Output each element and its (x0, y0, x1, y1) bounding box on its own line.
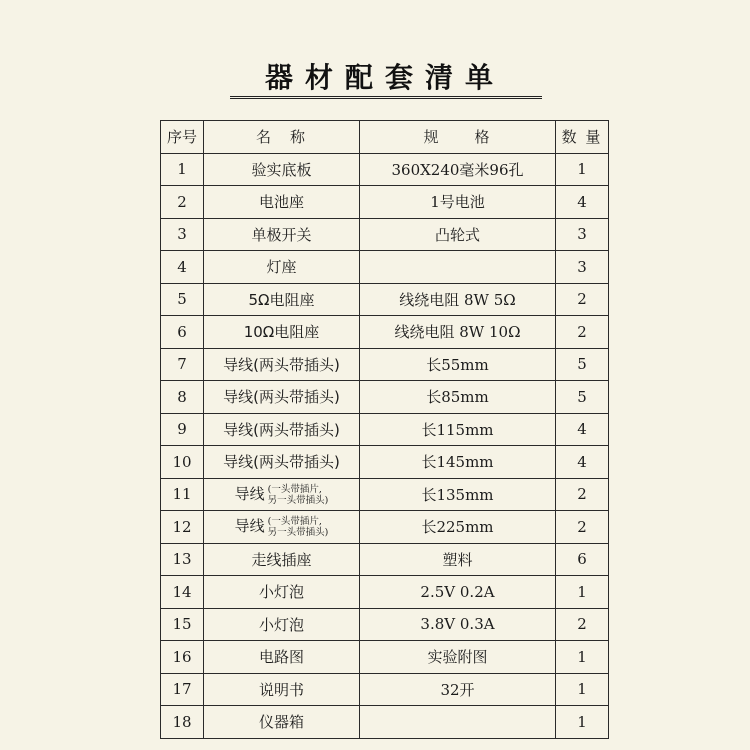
row-spec (360, 251, 556, 284)
row-item-name (204, 153, 360, 186)
table-body (161, 153, 609, 738)
row-item-name (204, 381, 360, 414)
row-spec (360, 706, 556, 739)
row-item-name (204, 706, 360, 739)
document-title: 器材配套清单 (264, 61, 505, 94)
row-spec: 360X240毫米96孔 (360, 153, 556, 186)
row-quantity: 2 (556, 511, 609, 544)
item-name-note (268, 484, 329, 506)
item-note-line: 另一头带插头) (267, 494, 329, 506)
row-item-name (204, 576, 360, 609)
row-number: 14 (161, 576, 204, 609)
row-quantity: 4 (556, 186, 609, 219)
row-item-name (204, 478, 360, 511)
row-number: 4 (161, 251, 204, 284)
item-name-text: 小灯泡 (258, 615, 304, 634)
row-quantity: 1 (556, 706, 609, 739)
table-row (161, 641, 609, 674)
row-number: 17 (161, 673, 204, 706)
row-quantity: 2 (556, 316, 609, 349)
equipment-table (160, 120, 609, 739)
row-spec: 塑料 (360, 543, 556, 576)
row-spec: 线绕电阻 8W 10Ω (360, 316, 556, 349)
table-row (161, 381, 609, 414)
item-name-text: 说明书 (258, 680, 304, 699)
row-spec: 1号电池 (360, 186, 556, 219)
row-quantity: 3 (556, 251, 609, 284)
row-spec: 长115mm (360, 413, 556, 446)
row-quantity: 2 (556, 478, 609, 511)
item-name-text: 导线(两头带插头) (223, 453, 340, 472)
item-name-text: 导线 (234, 517, 265, 536)
item-note-line: (一头带插片, (267, 516, 322, 528)
row-spec: 2.5V 0.2A (360, 576, 556, 609)
table-row (161, 511, 609, 544)
row-item-name (204, 608, 360, 641)
table-row (161, 446, 609, 479)
row-quantity: 2 (556, 608, 609, 641)
item-name-text: 单极开关 (251, 225, 312, 244)
row-spec: 32开 (360, 673, 556, 706)
row-item-name (204, 218, 360, 251)
header-spec: 规 格 (360, 121, 556, 154)
table-row (161, 576, 609, 609)
row-number: 7 (161, 348, 204, 381)
item-name-note (268, 516, 329, 538)
row-item-name (204, 511, 360, 544)
row-spec: 长55mm (360, 348, 556, 381)
item-note-line: 另一头带插头) (267, 527, 329, 539)
row-number: 13 (161, 543, 204, 576)
row-number: 16 (161, 641, 204, 674)
row-number: 3 (161, 218, 204, 251)
row-item-name (204, 251, 360, 284)
row-item-name (204, 641, 360, 674)
row-item-name (204, 673, 360, 706)
row-quantity: 1 (556, 641, 609, 674)
row-number: 1 (161, 153, 204, 186)
item-name-text: 验实底板 (251, 160, 312, 179)
item-name-text: 5Ω电阻座 (248, 290, 315, 309)
item-name-text: 电路图 (258, 648, 304, 667)
row-item-name (204, 316, 360, 349)
item-name-text: 导线(两头带插头) (223, 420, 340, 439)
row-spec: 长145mm (360, 446, 556, 479)
row-spec: 实验附图 (360, 641, 556, 674)
table-row (161, 706, 609, 739)
row-number: 5 (161, 283, 204, 316)
item-name-text: 仪器箱 (258, 713, 304, 732)
row-spec: 长85mm (360, 381, 556, 414)
row-spec: 凸轮式 (360, 218, 556, 251)
row-number: 10 (161, 446, 204, 479)
item-name-text: 导线(两头带插头) (223, 355, 340, 374)
row-number: 8 (161, 381, 204, 414)
row-spec: 长135mm (360, 478, 556, 511)
row-item-name (204, 413, 360, 446)
row-spec: 长225mm (360, 511, 556, 544)
item-name-text: 灯座 (266, 258, 297, 277)
row-number: 9 (161, 413, 204, 446)
row-number: 18 (161, 706, 204, 739)
row-item-name (204, 348, 360, 381)
row-quantity: 6 (556, 543, 609, 576)
row-item-name (204, 186, 360, 219)
item-note-line: (一头带插片, (267, 483, 322, 495)
table-row (161, 673, 609, 706)
table-row (161, 316, 609, 349)
table-row (161, 348, 609, 381)
item-name-text: 导线(两头带插头) (223, 388, 340, 407)
table-row (161, 153, 609, 186)
row-number: 15 (161, 608, 204, 641)
row-quantity: 4 (556, 446, 609, 479)
row-item-name (204, 446, 360, 479)
row-number: 12 (161, 511, 204, 544)
row-number: 2 (161, 186, 204, 219)
row-quantity: 5 (556, 381, 609, 414)
row-number: 6 (161, 316, 204, 349)
header-name: 名 称 (204, 121, 360, 154)
table-row (161, 218, 609, 251)
table-row (161, 543, 609, 576)
row-quantity: 4 (556, 413, 609, 446)
row-spec: 线绕电阻 8W 5Ω (360, 283, 556, 316)
item-name-text: 小灯泡 (258, 583, 304, 602)
row-quantity: 2 (556, 283, 609, 316)
row-quantity: 1 (556, 673, 609, 706)
header-no: 序号 (161, 121, 204, 154)
item-name-text: 电池座 (258, 193, 304, 212)
row-quantity: 3 (556, 218, 609, 251)
header-qty: 数 量 (556, 121, 609, 154)
row-quantity: 1 (556, 576, 609, 609)
table-row (161, 283, 609, 316)
item-name-text: 走线插座 (251, 550, 312, 569)
row-quantity: 1 (556, 153, 609, 186)
item-name-text: 导线 (234, 484, 265, 503)
table-row (161, 186, 609, 219)
table-row (161, 413, 609, 446)
item-name-text: 10Ω电阻座 (243, 323, 320, 342)
row-item-name (204, 543, 360, 576)
title-underline (230, 96, 542, 99)
table-row (161, 478, 609, 511)
row-spec: 3.8V 0.3A (360, 608, 556, 641)
row-quantity: 5 (556, 348, 609, 381)
row-item-name (204, 283, 360, 316)
table-row (161, 608, 609, 641)
row-number: 11 (161, 478, 204, 511)
table-header-row (161, 121, 609, 154)
table-row (161, 251, 609, 284)
